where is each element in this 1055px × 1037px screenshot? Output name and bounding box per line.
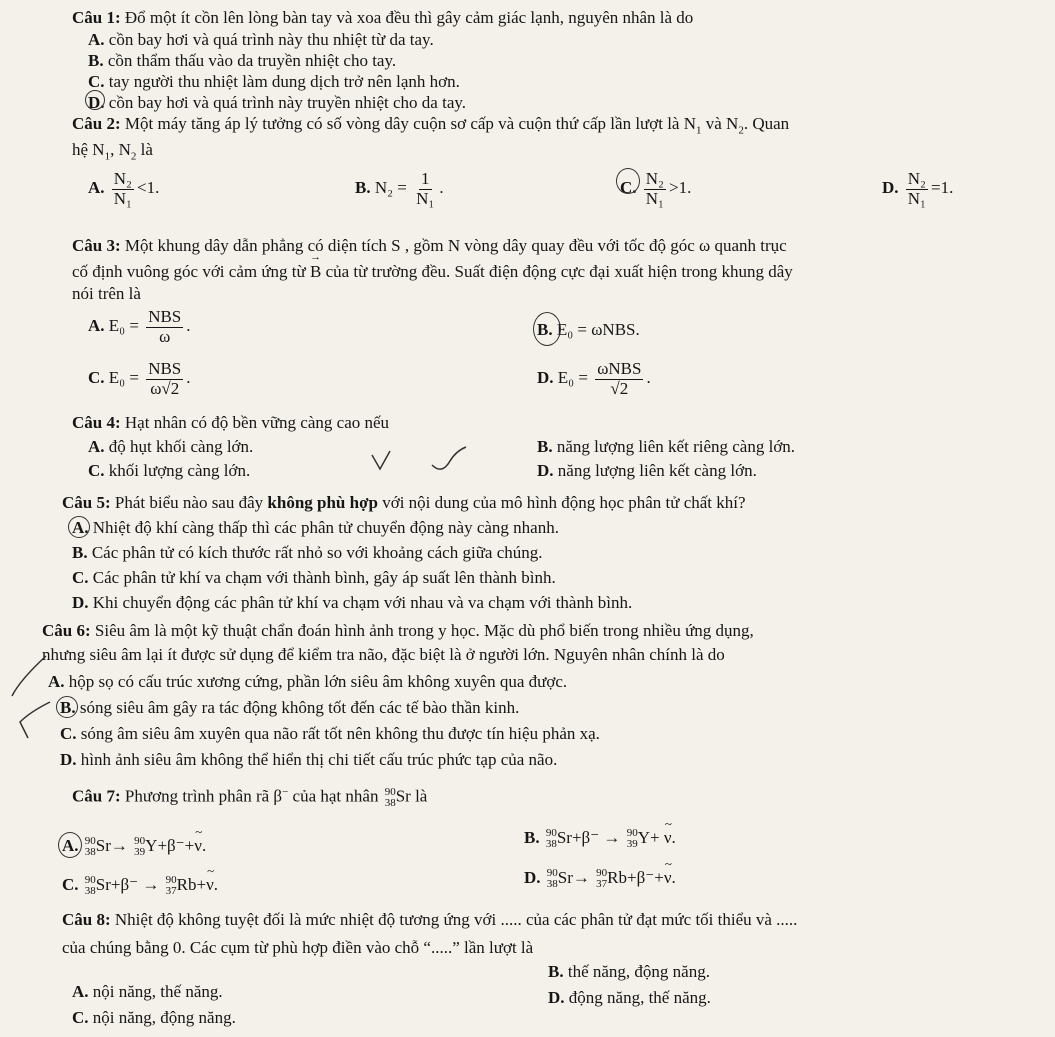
q8-option-b-label: B. [548, 962, 564, 981]
q7-title: Câu 7: [72, 786, 121, 806]
q7-option-b-end: . [671, 828, 676, 847]
iso-z: 38 [84, 885, 96, 898]
q1-option-d-text: cồn bay hơi và quá trình này truyền nhiệt cho da tay. [104, 93, 467, 112]
frac-den: ω [159, 326, 171, 346]
q8-stem-line2 [62, 938, 533, 958]
q6-option-d[interactable] [60, 750, 557, 770]
q3-option-c-end: . [186, 368, 191, 388]
q3-option-a-fraction [146, 308, 183, 346]
q5-text-b: với nội dung của mô hình động học phân tử chất khí? [377, 493, 746, 512]
nuclide-sym: Sr [556, 828, 572, 847]
q2-option-b[interactable] [355, 170, 444, 208]
q8-text: Nhiệt độ không tuyệt đối là mức nhiệt độ tương ứng với ..... của các phân tử đạt mức tối thiểu và ..... [110, 910, 798, 929]
q6-text: Siêu âm là một kỹ thuật chẩn đoán hình ảnh trong y học. Mặc dù phổ biến trong nhiều ứng dụng, [90, 621, 754, 640]
q3-title: Câu 3: [72, 236, 121, 255]
antineutrino: ~ ν [194, 836, 202, 856]
q6-option-b-text: sóng siêu âm gây ra tác động không tốt đến các tế bào thần kinh. [75, 698, 520, 717]
frac-num: NBS [148, 359, 182, 378]
q7-option-c-label: C. [62, 875, 79, 894]
iso-a: 90 [384, 785, 396, 798]
q3-option-a-lhs: E₀ = [108, 316, 139, 336]
q4-stem [72, 413, 389, 433]
q6-stem-line2 [42, 645, 725, 665]
q1-option-c-label: C. [88, 72, 105, 91]
q2-line2c: là [136, 140, 153, 159]
q7-option-c[interactable] [62, 875, 218, 897]
q4-option-a-text: độ hụt khối càng lớn. [104, 437, 254, 456]
q4-option-b-label: B. [537, 437, 553, 456]
q2-option-a-fraction [112, 170, 134, 208]
q5-option-a-text: Nhiệt độ khí càng thấp thì các phân tử chuyển động này càng nhanh. [88, 518, 559, 537]
q3-vector-b: → B [310, 262, 321, 282]
q7-option-b[interactable] [524, 828, 676, 850]
iso-z: 39 [626, 838, 638, 851]
q2-line2b: , N [110, 140, 131, 159]
q7-option-c-post: +β⁻ → [110, 875, 160, 894]
q2-option-c-rel: >1. [669, 178, 692, 198]
q8-option-d-label: D. [548, 988, 565, 1007]
q3-stem [72, 236, 787, 256]
q7-stem [72, 786, 427, 809]
q8-option-c-label: C. [72, 1008, 89, 1027]
q1-option-b-label: B. [88, 51, 104, 70]
q6-line2: nhưng siêu âm lại ít được sử dụng để kiểm tra não, đặc biệt là ở người lớn. Nguyên nhân chính là do [42, 645, 725, 664]
q7-text-end: là [410, 786, 428, 806]
q5-option-c[interactable] [72, 568, 556, 588]
q3-stem-line3 [72, 284, 141, 304]
q5-option-c-label: C. [72, 568, 89, 587]
frac-num: 1 [421, 169, 430, 188]
nuclide-sym: Y [637, 828, 650, 847]
q5-option-d-label: D. [72, 593, 89, 612]
iso-z: 37 [596, 878, 608, 891]
q3-option-c-fraction [146, 360, 183, 398]
q2-stem-line2 [72, 140, 153, 164]
iso-z: 38 [384, 796, 396, 809]
iso-z: 38 [545, 838, 557, 851]
antineutrino: ~ ν [206, 875, 214, 895]
q8-option-a-text: nội năng, thế năng. [88, 982, 223, 1001]
q3-option-b-label: B. [537, 320, 553, 339]
q7-option-c-tail: + [196, 875, 207, 894]
q5-stem [62, 493, 746, 513]
q2-option-b-rel: . [439, 178, 444, 198]
frac-num: NBS [148, 307, 182, 326]
q3-line2b: của từ trường đều. Suất điện động cực đại xuất hiện trong khung dây [321, 262, 793, 281]
q2-option-b-label: B. [355, 178, 371, 198]
q2-title: Câu 2: [72, 114, 121, 133]
q2-option-d[interactable] [882, 170, 953, 208]
q1-text: Đổ một ít cồn lên lòng bàn tay và xoa đều thì gây cảm giác lạnh, nguyên nhân là do [120, 8, 694, 27]
q6-title: Câu 6: [42, 621, 91, 640]
q2-text: Một máy tăng áp lý tưởng có số vòng dây cuộn sơ cấp và cuộn thứ cấp lần lượt là N [120, 114, 697, 133]
frac-den: √2 [610, 378, 629, 398]
q1-option-b-text: cồn thẩm thấu vào da truyền nhiệt cho tay. [103, 51, 397, 70]
q3-stem-line2 [72, 262, 793, 282]
iso-z: 38 [84, 846, 96, 859]
q7-option-d-tail: +β⁻+ [627, 868, 664, 887]
q7-option-d-post: → [572, 868, 590, 887]
q3-option-d[interactable] [537, 360, 651, 398]
nuclide-sym: Rb [176, 875, 197, 894]
q3-option-b[interactable] [537, 320, 640, 340]
q2-option-a-rel: <1. [137, 178, 160, 198]
q1-option-a-text: cồn bay hơi và quá trình này thu nhiệt từ da tay. [104, 30, 434, 49]
q6-option-a-label: A. [48, 672, 65, 691]
q6-option-c-text: sóng âm siêu âm xuyên qua não rất tốt nên không thu được tín hiệu phản xạ. [76, 724, 600, 743]
q3-option-d-fraction [595, 360, 643, 398]
q5-option-b[interactable] [72, 543, 543, 563]
iso-a: 90 [84, 835, 96, 848]
q1-option-a[interactable] [88, 30, 434, 50]
q3-option-d-label: D. [537, 368, 554, 388]
q2-option-c[interactable] [620, 170, 691, 208]
nuclide-sym: Rb [607, 868, 627, 887]
q1-stem [72, 8, 693, 28]
q4-option-d-label: D. [537, 461, 554, 480]
iso-a: 90 [626, 827, 638, 840]
q7-option-a-end: . [201, 836, 207, 855]
iso [166, 875, 177, 897]
q6-option-c-label: C. [60, 724, 77, 743]
q7-option-d-label: D. [524, 868, 541, 887]
q5-text-bold: không phù hợp [267, 493, 378, 512]
q3-line2a: cố định vuông góc với cảm ứng từ [72, 262, 310, 281]
q1-option-a-label: A. [88, 30, 105, 49]
q4-option-a[interactable] [88, 437, 253, 457]
iso-a: 90 [165, 874, 177, 887]
q2-option-c-label: C. [620, 178, 637, 198]
q8-option-c[interactable] [72, 1008, 236, 1028]
q2-option-d-fraction [906, 170, 928, 208]
q3-line3: nói trên là [72, 284, 141, 303]
q4-option-a-label: A. [88, 437, 105, 456]
q6-option-a-text: hộp sọ có cấu trúc xương cứng, phần lớn siêu âm không xuyên qua được. [64, 672, 568, 691]
q7-nuclide-iso [385, 787, 396, 809]
q3-option-c-lhs: E₀ = [108, 368, 139, 388]
iso-a: 90 [84, 874, 96, 887]
iso-z: 37 [165, 885, 177, 898]
q4-option-c[interactable] [88, 461, 250, 481]
iso-z: 38 [546, 878, 558, 891]
q7-option-c-end: . [213, 875, 218, 894]
q2-option-a[interactable] [88, 170, 159, 208]
q2-option-b-fraction [414, 170, 436, 208]
q4-option-b-text: năng lượng liên kết riêng càng lớn. [552, 437, 796, 456]
frac-num: N₂ [645, 169, 664, 188]
q5-text-a: Phát biểu nào sau đây [110, 493, 268, 512]
q6-stem [42, 621, 754, 641]
q7-text: Phương trình phân rã β [120, 786, 283, 806]
pen-bracket-marks [6, 650, 52, 742]
q7-option-a-post: → [110, 836, 128, 855]
q2-option-d-rel: =1. [931, 178, 954, 198]
iso-a: 90 [545, 827, 557, 840]
q7-option-a[interactable] [62, 836, 206, 858]
q4-option-c-text: khối lượng càng lớn. [104, 461, 251, 480]
iso-z: 39 [134, 846, 146, 859]
q8-option-d[interactable] [548, 988, 711, 1008]
nuclide-sym: Sr [557, 868, 573, 887]
q6-option-d-text: hình ảnh siêu âm không thể hiển thị chi tiết cấu trúc phức tạp của não. [76, 750, 558, 769]
q2-option-d-label: D. [882, 178, 899, 198]
q2-line2-sub2: 2 [130, 150, 137, 163]
q3-option-a[interactable] [88, 308, 191, 346]
q3-text: Một khung dây dẫn phẳng có diện tích S , gồm N vòng dây quay đều với tốc độ góc ω quanh trục [120, 236, 787, 255]
q6-option-b[interactable] [60, 698, 519, 718]
iso [547, 868, 558, 890]
frac-num: ωNBS [597, 359, 642, 378]
q4-option-d-text: năng lượng liên kết càng lớn. [553, 461, 757, 480]
iso [596, 868, 607, 890]
q2-text-end: . Quan [743, 114, 790, 133]
q7-option-d-end: . [671, 868, 676, 887]
iso [627, 828, 638, 850]
q2-line2-sub1: 1 [104, 150, 111, 163]
q5-option-d[interactable] [72, 593, 632, 613]
q1-option-c-text: tay người thu nhiệt làm dung dịch trở nên lạnh hơn. [104, 72, 460, 91]
q8-option-b-text: thế năng, động năng. [563, 962, 710, 981]
nuclide-sym: Y [145, 836, 158, 855]
iso [85, 836, 96, 858]
q4-option-b[interactable] [537, 437, 795, 457]
q2-stem [72, 114, 789, 138]
q8-option-a-label: A. [72, 982, 89, 1001]
q3-option-a-label: A. [88, 316, 105, 336]
iso-a: 90 [134, 835, 146, 848]
q7-text-sup: − [282, 786, 289, 798]
q1-option-c[interactable] [88, 72, 460, 92]
q8-stem [62, 910, 797, 930]
q2-line2: hệ N [72, 140, 105, 159]
q4-title: Câu 4: [72, 413, 121, 432]
q7-option-d[interactable] [524, 868, 676, 890]
q8-option-c-text: nội năng, động năng. [88, 1008, 236, 1027]
q6-option-c[interactable] [60, 724, 600, 744]
antineutrino: ~ ν [664, 828, 672, 848]
q5-option-a-label: A. [72, 518, 89, 537]
q7-option-b-post: +β⁻ → [571, 828, 621, 847]
iso-a: 90 [596, 867, 608, 880]
iso [546, 828, 557, 850]
q7-option-b-label: B. [524, 828, 540, 847]
q2-option-b-lhs: N₂ = [374, 178, 407, 198]
q6-option-a[interactable] [48, 672, 567, 692]
q3-option-a-end: . [186, 316, 191, 336]
iso-a: 90 [546, 867, 558, 880]
q3-option-b-text: E₀ = ωNBS. [556, 320, 640, 339]
q2-sub1: 1 [696, 124, 702, 137]
frac-den: N₁ [113, 188, 132, 208]
q3-option-d-end: . [646, 368, 651, 388]
q4-option-c-label: C. [88, 461, 105, 480]
q7-option-a-label: A. [62, 836, 79, 855]
q8-option-b[interactable] [548, 962, 710, 982]
q6-option-b-label: B. [60, 698, 76, 717]
q5-option-b-label: B. [72, 543, 88, 562]
q2-sub2: 2 [738, 124, 744, 137]
q4-text: Hạt nhân có độ bền vững càng cao nếu [120, 413, 390, 432]
nuclide-sym: Sr [95, 836, 111, 855]
q5-option-b-text: Các phân tử có kích thước rất nhỏ so với khoảng cách giữa chúng. [87, 543, 543, 562]
q2-text-mid: và N [701, 114, 739, 133]
q7-text-b: của hạt nhân [288, 786, 383, 806]
q3-option-c[interactable] [88, 360, 191, 398]
q1-title: Câu 1: [72, 8, 121, 27]
q5-option-a[interactable] [72, 518, 559, 538]
q2-option-c-fraction [644, 170, 666, 208]
q4-option-d[interactable] [537, 461, 757, 481]
q5-option-d-text: Khi chuyển động các phân tử khí va chạm với nhau và va chạm với thành bình. [88, 593, 633, 612]
q8-option-d-text: động năng, thế năng. [564, 988, 711, 1007]
frac-den: N₁ [645, 188, 664, 208]
q3-option-c-label: C. [88, 368, 105, 388]
q1-option-d[interactable] [88, 93, 466, 113]
frac-den: N₁ [907, 188, 926, 208]
q7-option-a-tail: +β⁻+ [157, 836, 195, 855]
q6-option-d-label: D. [60, 750, 77, 769]
frac-num: N₂ [907, 169, 926, 188]
q7-option-b-tail: + [649, 828, 664, 847]
frac-den: ω√2 [150, 378, 180, 398]
q1-option-d-label: D. [88, 93, 105, 112]
pen-checkmarks [370, 445, 480, 475]
q5-option-c-text: Các phân tử khí va chạm với thành bình, gây áp suất lên thành bình. [88, 568, 556, 587]
q2-option-a-label: A. [88, 178, 105, 198]
q8-title: Câu 8: [62, 910, 111, 929]
q5-title: Câu 5: [62, 493, 111, 512]
frac-num: N₂ [113, 169, 132, 188]
q8-line2: của chúng bằng 0. Các cụm từ phù hợp điền vào chỗ “.....” lần lượt là [62, 938, 534, 957]
iso [85, 875, 96, 897]
q7-nuclide-sym: Sr [395, 786, 411, 806]
q1-option-b[interactable] [88, 51, 396, 71]
nuclide-sym: Sr [95, 875, 111, 894]
antineutrino: ~ ν [664, 868, 672, 888]
iso [134, 836, 145, 858]
q3-option-d-lhs: E₀ = [557, 368, 588, 388]
frac-den: N₁ [416, 188, 435, 208]
q8-option-a[interactable] [72, 982, 223, 1002]
